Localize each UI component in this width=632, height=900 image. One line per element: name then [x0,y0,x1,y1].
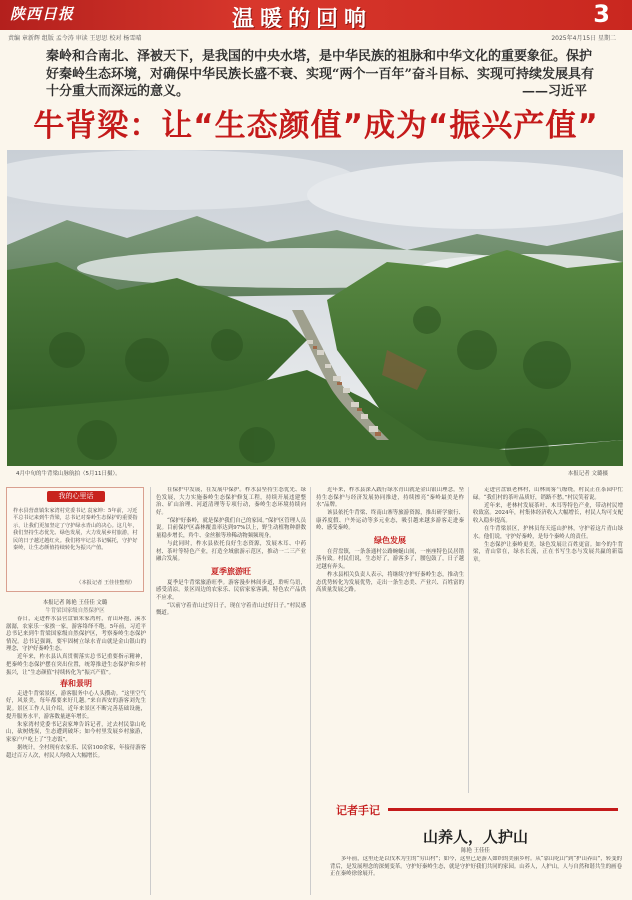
paragraph: 春日，走进柞水县营盘镇朱家湾村，青山环抱，溪水潺潺，农家乐一家挨一家，游客络绎不绝。5年前，习近平总书记来到牛背梁国家级自然保护区，考察秦岭生态保护情况。总书记强调，要牢固树立绿水青山就是金山银山的理念，守护好秦岭生态。 [6,616,146,653]
sidebox-signature: （本报记者 王佳佳整理） [76,580,135,586]
reporter-note-byline: 陈艳 王佳佳 [461,848,490,854]
sidebox-heading: 我的心里话 [47,491,105,502]
aerial-mountain-photo [7,150,623,466]
paragraph: 近年来，柞水县深入践行绿水青山就是金山银山理念，坚持生态保护与经济发展协同推进，持续擦亮“秦岭最美是柞水”品牌。 [316,487,464,509]
paragraph: 走进营盘镇老林村，山林间雾气缭绕，村民正在茶园中忙碌。“我们村的茶叶品质好，销路不愁。”村民笑着说。 [473,487,623,501]
subhead-three: 绿色发展 [374,535,406,546]
paragraph: 朱家湾村党委书记袁家坤告诉记者，过去村民靠山吃山，砍树烧炭，生态遭到破坏；如今村里发展乡村旅游，家家户户吃上了“生态饭”。 [6,721,146,743]
article-sub-byline: 牛背梁国家级自然保护区 [45,608,105,614]
paragraph: 生态保护让秦岭更美，绿色发展让百姓更富。如今的牛背梁，青山常在，绿水长流，正在书写生态与发展共赢的新篇章。 [473,541,623,563]
reporter-note-rule [388,808,618,811]
page-number: 3 [593,0,610,28]
leader-quote [46,48,601,101]
quote-text: 秦岭和合南北、泽被天下，是我国的中央水塔，是中华民族的祖脉和中华文化的重要象征。保护好秦岭生态环境，对确保中华民族长盛不衰、实现“两个一百年”奋斗目标、实现可持续发展具有十分重大而深远的意义。 [46,49,594,99]
article-byline: 本报记者 陈艳 王佳佳 文璐 [42,600,108,606]
paragraph: 在营盘镇，一条条通村公路蜿蜒山间，一座座特色民居错落有致。村民们说，生态好了，游客多了，腰包鼓了，日子越过越有奔头。 [316,548,464,570]
article-column-4 [473,487,623,793]
paragraph: 近年来，老林村发展茶叶、木耳等特色产业，带动村民增收致富。2024年，村集体经济收入大幅增长，村民人均可支配收入稳步提高。 [473,502,623,524]
paragraph: 据统计，全村现有农家乐、民宿100余家，年接待游客超过百万人次，村民人均收入大幅增长。 [6,745,146,759]
paragraph: 走进牛背梁景区，游客服务中心人头攒动。“这里空气好，风景美，每年都要来好几趟。”来自西安的游客刘先生说。景区工作人员介绍，近年来景区不断完善基础设施，提升服务水平，游客数量逐年增长。 [6,690,146,720]
page-meta [0,30,632,42]
paragraph: 夏季是牛背梁旅游旺季。游客漫步林间步道，聆听鸟语，感受清凉。景区周边的农家乐、民宿家家客满，特色农产品供不应求。 [156,579,306,601]
paragraph: 多年前，这里还是以伐木为生的“穷山村”；如今，这里已是游人如织的美丽乡村。从“靠山吃山”到“护山养山”，转变的背后，是发展理念的深刻变革。守护好秦岭生态，就是守护好我们共同的家园。山养人，人护山，人与自然和谐共生的画卷正在秦岭徐徐展开。 [330,856,622,878]
article-column-1 [6,616,146,894]
mountain-landscape-image [7,150,623,466]
article-column-2 [156,487,306,895]
paragraph: “保护好秦岭，就是保护我们自己的家园。”保护区管理人员说。目前保护区森林覆盖率达到97%以上，野生动植物种群数量稳步增长，羚牛、金丝猴等珍稀动物频频现身。 [156,517,306,540]
publish-date: 2025年4月15日 星期二 [551,35,616,42]
sidebox-body: 柞水县营盘镇朱家湾村党委书记 袁家坤：5年前，习近平总书记来到牛背梁，总书记对秦岭生态保护的重要指示，让我们更加坚定了守护绿水青山的决心。这几年，我们坚持生态优先、绿色发展，大力发展乡村旅游，村民的日子越过越红火。我们将牢记总书记嘱托，守护好秦岭，让生态颜值持续转化为振兴产值。 [13,508,138,552]
paragraph: 与此同时，柞水县依托良好生态资源，发展木耳、中药材、茶叶等特色产业，打造全域旅游示范区，推动一二三产业融合发展。 [156,541,306,563]
subhead-two: 夏季旅游旺 [211,565,251,576]
paragraph: 该县依托牛背梁、终南山寨等旅游资源，推出研学旅行、康养度假、户外运动等多元业态，吸引越来越多游客走进秦岭、感受秦岭。 [316,510,464,532]
reporter-note-bar [328,800,623,816]
paragraph: 柞水县相关负责人表示，将继续守护好秦岭生态，推动生态优势转化为发展优势，走出一条生态美、产业兴、百姓富的高质量发展之路。 [316,571,464,594]
column-divider [468,487,469,793]
photo-caption: 4月中旬的牛背梁山脉航拍（5月11日摄）。 [16,471,121,477]
quote-author: ——习近平 [521,84,587,99]
subhead-one: 春和景明 [60,678,92,689]
newspaper-logo: 陕西日报 [10,5,75,23]
section-title: 温暖的回响 [232,6,373,32]
my-heart-words-box [6,487,144,592]
column-divider [310,487,311,895]
photo-credit: 本报记者 文璐摄 [567,471,608,477]
headline: 牛背梁：让“生态颜值”成为“振兴产值” [33,108,599,144]
editor-credits: 责编 章新辉 组版 孟令涛 审读 王思思 校对 杨雪晴 [8,35,142,42]
column-divider [150,487,151,895]
paragraph: 近年来，柞水县认真贯彻落实总书记重要指示精神，把秦岭生态保护摆在突出位置，统筹推进生态保护和乡村振兴，让“生态颜值”持续转化为“振兴产值”。 [6,654,146,676]
reporter-note-title: 山养人，人护山 [422,828,528,846]
article-column-3 [316,487,464,793]
reporter-note-tag: 记者手记 [336,804,380,817]
paragraph: 在牛背梁景区，护林员每天巡山护林，守护着这片青山绿水。他们说，守护好秦岭，是每个秦岭人的责任。 [473,525,623,540]
page-banner [0,0,632,30]
reporter-note-body [330,856,622,896]
paragraph: “以前守着青山过穷日子，现在守着青山过好日子。”村民感慨道。 [156,602,306,617]
paragraph: 在保护中发展，在发展中保护。柞水县坚持生态优先、绿色发展，大力实施秦岭生态保护修复工程，持续开展违建整治、矿山治理、河道清理等专项行动，秦岭生态环境持续向好。 [156,487,306,516]
